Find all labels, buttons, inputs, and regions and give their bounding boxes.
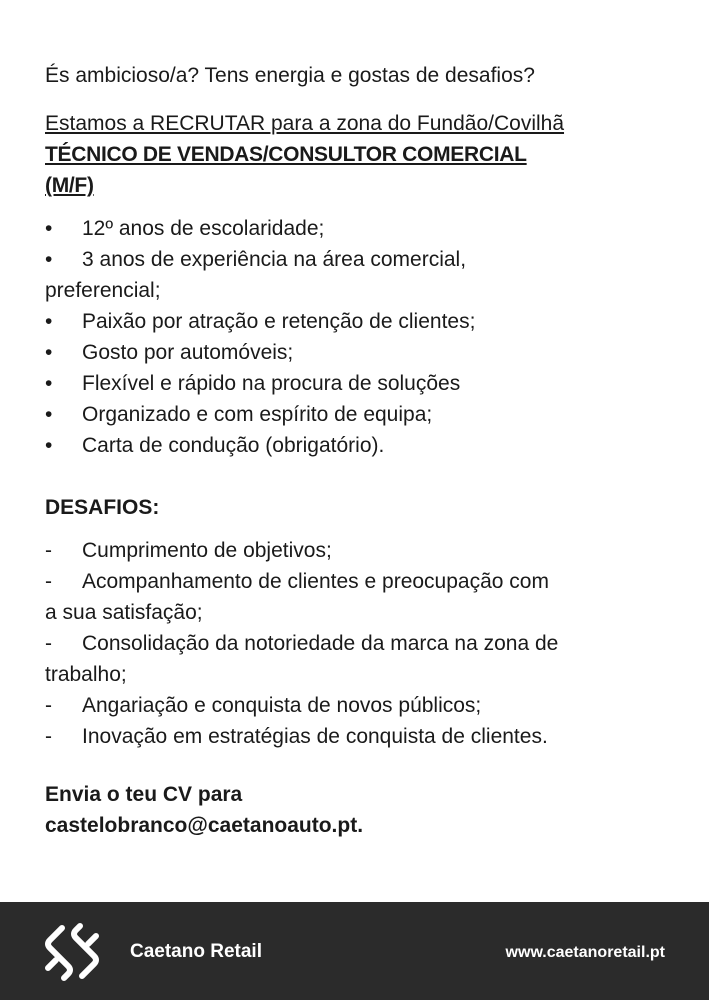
list-item xyxy=(45,337,665,368)
requirement-text: Gosto por automóveis; xyxy=(82,341,294,364)
dash-marker: - xyxy=(45,539,52,562)
bullet-marker: • xyxy=(45,434,53,457)
dash-marker: - xyxy=(45,632,52,655)
bullet-marker: • xyxy=(45,341,53,364)
cv-call-to-action xyxy=(45,779,665,841)
challenges-heading: DESAFIOS: xyxy=(45,496,160,519)
requirement-text: Carta de condução (obrigatório). xyxy=(82,434,385,457)
list-item xyxy=(45,628,665,690)
brand-name: Caetano Retail xyxy=(130,941,262,962)
job-title xyxy=(45,139,665,201)
requirements-list xyxy=(45,213,665,461)
requirement-continuation: preferencial; xyxy=(45,279,161,302)
requirement-text: Flexível e rápido na procura de soluções xyxy=(82,372,461,395)
list-item xyxy=(45,368,665,399)
caetano-logo-icon xyxy=(40,920,104,984)
requirement-text: Organizado e com espírito de equipa; xyxy=(82,403,433,426)
challenges-list xyxy=(45,535,665,752)
job-title-line-2: (M/F) xyxy=(45,174,94,197)
challenge-text: Acompanhamento de clientes e preocupação com xyxy=(82,570,549,593)
bullet-marker: • xyxy=(45,310,53,333)
challenge-continuation: trabalho; xyxy=(45,663,127,686)
list-item xyxy=(45,430,665,461)
list-item xyxy=(45,213,665,244)
list-item xyxy=(45,566,665,628)
dash-marker: - xyxy=(45,570,52,593)
list-item xyxy=(45,306,665,337)
website-link[interactable]: www.caetanoretail.pt xyxy=(505,944,665,961)
bullet-marker: • xyxy=(45,403,53,426)
contact-email[interactable]: castelobranco@caetanoauto.pt. xyxy=(45,814,364,837)
challenge-text: Inovação em estratégias de conquista de clientes. xyxy=(82,725,548,748)
job-ad-body xyxy=(45,60,665,841)
job-title-line-1: TÉCNICO DE VENDAS/CONSULTOR COMERCIAL xyxy=(45,143,527,166)
challenge-text: Consolidação da notoriedade da marca na zona de xyxy=(82,632,559,655)
challenge-text: Angariação e conquista de novos públicos; xyxy=(82,694,482,717)
bullet-marker: • xyxy=(45,217,53,240)
list-item xyxy=(45,399,665,430)
dash-marker: - xyxy=(45,725,52,748)
list-item xyxy=(45,721,665,752)
requirement-text: 3 anos de experiência na área comercial, xyxy=(82,248,467,271)
recruit-line: Estamos a RECRUTAR para a zona do Fundão/Covilhã xyxy=(45,112,565,135)
dash-marker: - xyxy=(45,694,52,717)
footer-bar xyxy=(0,902,709,1000)
bullet-marker: • xyxy=(45,248,53,271)
intro-text: És ambicioso/a? Tens energia e gostas de desafios? xyxy=(45,64,535,87)
requirement-text: 12º anos de escolaridade; xyxy=(82,217,325,240)
list-item xyxy=(45,690,665,721)
bullet-marker: • xyxy=(45,372,53,395)
challenge-text: Cumprimento de objetivos; xyxy=(82,539,332,562)
requirement-text: Paixão por atração e retenção de clientes; xyxy=(82,310,476,333)
list-item xyxy=(45,244,665,306)
challenge-continuation: a sua satisfação; xyxy=(45,601,203,624)
list-item xyxy=(45,535,665,566)
cta-line-1: Envia o teu CV para xyxy=(45,783,243,806)
